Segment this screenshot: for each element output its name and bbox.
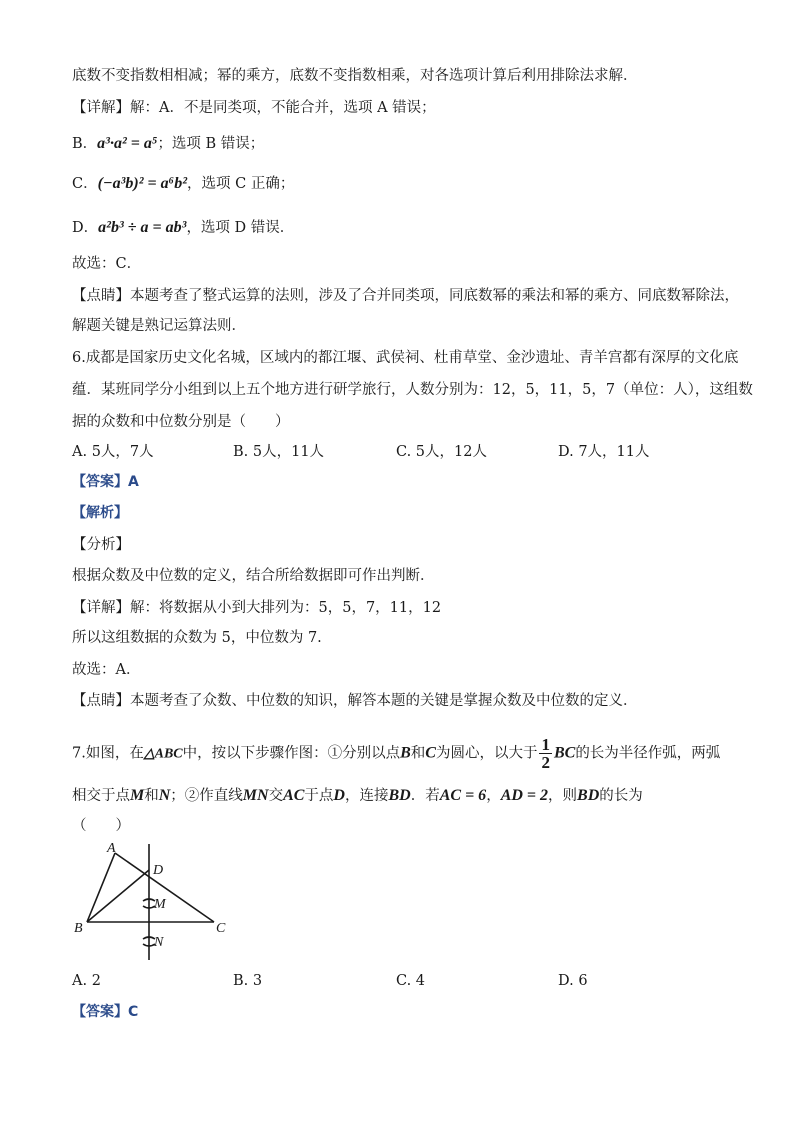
q7-option-d: D. 6 bbox=[558, 973, 588, 989]
segment-ac: AC bbox=[283, 787, 305, 804]
point-n: N bbox=[158, 787, 171, 804]
point-d: D bbox=[333, 787, 345, 804]
point-c: C bbox=[425, 744, 436, 762]
suffix: ；选项 B 错误； bbox=[157, 136, 265, 152]
q7-text: 相交于点 bbox=[72, 788, 130, 804]
q7-text: 为圆心，以大于 bbox=[435, 745, 538, 762]
segment-bd-line bbox=[87, 870, 149, 922]
detail-text: 解：A．不是同类项，不能合并，选项 A 错误； bbox=[130, 100, 436, 116]
prefix: C． bbox=[72, 176, 98, 192]
numerator: 1 bbox=[541, 735, 550, 754]
label-a: A bbox=[107, 841, 116, 856]
label-m: M bbox=[154, 897, 166, 912]
q7-text: 于点 bbox=[304, 788, 334, 804]
comment-tag: 【点睛】 bbox=[72, 693, 130, 709]
q6-option-c: C. 5人，12人 bbox=[396, 444, 487, 460]
segment-bd: BD bbox=[577, 787, 600, 804]
comment-line-2: 解题关键是熟记运算法则． bbox=[72, 318, 246, 334]
q6-comment bbox=[72, 691, 638, 711]
q6-option-b: B. 5人，11人 bbox=[233, 444, 325, 460]
suffix: ，选项 C 正确； bbox=[187, 176, 295, 192]
prefix: D． bbox=[72, 220, 99, 236]
answer-tag: 【答案】 bbox=[72, 1004, 128, 1020]
q7-text: ， bbox=[486, 788, 501, 804]
q7-text: ．若 bbox=[410, 788, 440, 804]
comment-text: 本题考查了整式运算的法则，涉及了合并同类项，同底数幂的乘法和幂的乘方、同底数幂除法， bbox=[130, 288, 739, 304]
q6-line-2: 蕴．某班同学分小组到以上五个地方进行研学旅行，人数分别为：12，5，11，5，7（单位：人），这组数 bbox=[72, 382, 753, 398]
q7-paren: （ ） bbox=[72, 818, 130, 834]
q6-analysis-tag bbox=[72, 503, 128, 523]
equation-ac: AC = 6 bbox=[439, 787, 487, 804]
q7-answer bbox=[72, 1002, 138, 1022]
q7-option-c: C. 4 bbox=[396, 973, 426, 989]
segment-bd: BD bbox=[388, 787, 411, 804]
detail-tag: 【详解】 bbox=[72, 600, 130, 616]
q7-text: ；②作直线 bbox=[170, 788, 243, 804]
q7-line-1 bbox=[72, 736, 720, 772]
comment-tag: 【点睛】 bbox=[72, 288, 130, 304]
q7-text: 7.如图，在 bbox=[72, 745, 144, 762]
q6-option-d: D. 7人，11人 bbox=[558, 444, 650, 460]
analysis-tag: 【解析】 bbox=[72, 505, 128, 521]
text-line-1: 底数不变指数相相减；幂的乘方，底数不变指数相乘，对各选项计算后利用排除法求解． bbox=[72, 68, 638, 84]
detail-tag: 【详解】 bbox=[72, 100, 130, 116]
point-m: M bbox=[130, 787, 145, 804]
prefix: B． bbox=[72, 136, 98, 152]
triangle-figure bbox=[70, 840, 240, 965]
label-n: N bbox=[154, 935, 164, 950]
option-c-solution bbox=[72, 174, 294, 194]
option-b-solution bbox=[72, 134, 264, 154]
q6-line-3: 据的众数和中位数分别是（ ） bbox=[72, 414, 290, 430]
answer-value: A bbox=[128, 474, 139, 490]
q6-detail bbox=[72, 598, 441, 618]
q7-text: 的长为 bbox=[599, 788, 643, 804]
q6-answer bbox=[72, 472, 139, 492]
q7-text: 交 bbox=[268, 788, 284, 804]
label-b: B bbox=[74, 921, 83, 936]
equation-ad: AD = 2 bbox=[500, 787, 549, 804]
q7-text: 和 bbox=[144, 788, 159, 804]
q7-text: 和 bbox=[410, 745, 426, 762]
q6-fenxi-text: 根据众数及中位数的定义，结合所给数据即可作出判断． bbox=[72, 568, 435, 584]
q6-fenxi-tag: 【分析】 bbox=[72, 537, 130, 553]
label-c: C bbox=[216, 921, 226, 936]
q6-choose: 故选：A． bbox=[72, 662, 141, 678]
q7-option-b: B. 3 bbox=[233, 973, 263, 989]
answer-tag: 【答案】 bbox=[72, 474, 128, 490]
math-expr: (−a³b)² = a⁶b² bbox=[97, 175, 188, 192]
line-mn: MN bbox=[242, 787, 269, 804]
q6-line-1: 6.成都是国家历史文化名城，区域内的都江堰、武侯祠、杜甫草堂、金沙遗址、青羊宫都有深厚的文化底 bbox=[72, 350, 739, 366]
comment-text: 本题考查了众数、中位数的知识，解答本题的关键是掌握众数及中位数的定义． bbox=[130, 693, 638, 709]
q7-text: ，连接 bbox=[344, 788, 389, 804]
triangle-abc: △ABC bbox=[143, 746, 183, 762]
q7-option-a: A. 2 bbox=[72, 973, 101, 989]
option-d-solution bbox=[72, 218, 294, 238]
choose-line: 故选：C． bbox=[72, 256, 142, 272]
math-expr: a²b³ ÷ a = ab³ bbox=[98, 219, 187, 236]
comment-line bbox=[72, 286, 739, 306]
q7-line-2 bbox=[72, 786, 643, 806]
denominator: 2 bbox=[541, 753, 550, 772]
point-b: B bbox=[400, 744, 411, 762]
segment-bc: BC bbox=[553, 744, 576, 762]
detail-text: 解：将数据从小到大排列为：5，5，7，11，12 bbox=[130, 600, 442, 616]
q7-text: ，则 bbox=[548, 788, 578, 804]
answer-value: C bbox=[128, 1004, 139, 1020]
segment-ab bbox=[87, 853, 115, 922]
math-expr: a³·a² = a⁵ bbox=[97, 135, 158, 152]
fraction-half bbox=[539, 736, 552, 771]
detail-line bbox=[72, 98, 436, 118]
label-d: D bbox=[153, 863, 164, 878]
q7-text: 的长为半径作弧，两弧 bbox=[575, 745, 721, 762]
q6-detail-2: 所以这组数据的众数为 5，中位数为 7. bbox=[72, 630, 322, 646]
q7-text: 中，按以下步骤作图：①分别以点 bbox=[182, 745, 401, 762]
suffix: ，选项 D 错误． bbox=[186, 220, 295, 236]
q6-option-a: A. 5人，7人 bbox=[72, 444, 154, 460]
